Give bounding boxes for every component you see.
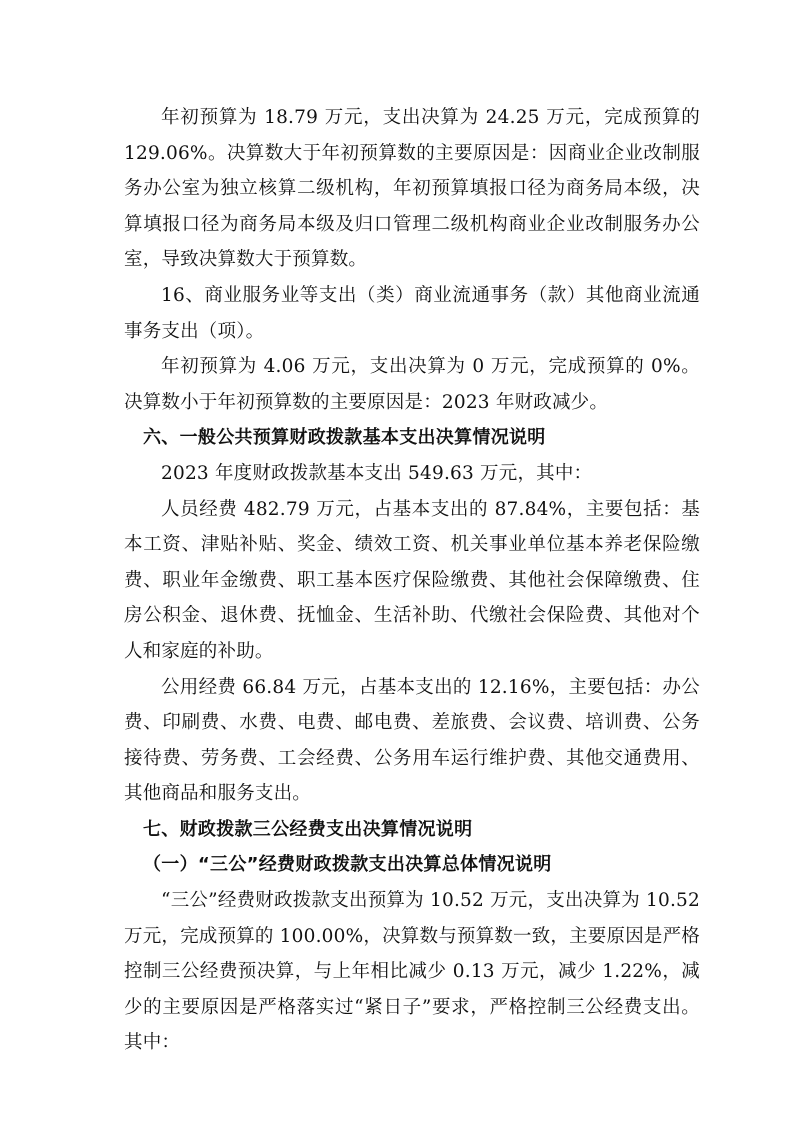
section-heading-basic-expenditure: 六、一般公共预算财政拨款基本支出决算情况说明 (143, 427, 546, 449)
paragraph-item-16: 16、商业服务业等支出（类）商业流通事务（款）其他商业流通事务支出（项）。 (124, 284, 700, 342)
paragraph-public-expenses: 公用经费 66.84 万元，占基本支出的 12.16%，主要包括：办公费、印刷费、水费、电费、邮电费、差旅费、会议费、培训费、公务接待费、劳务费、工会经费、公务用车运行维护费、其他交通费用、其他商品和服务支出。 (124, 676, 700, 805)
document-body (124, 100, 700, 1061)
paragraph-personnel-expenses: 人员经费 482.79 万元，占基本支出的 87.84%，主要包括：基本工资、津贴补贴、奖金、绩效工资、机关事业单位基本养老保险缴费、职业年金缴费、职工基本医疗保险缴费、其他社会保障缴费、住房公积金、退休费、抚恤金、生活补助、代缴社会保险费、其他对个人和家庭的补助。 (124, 498, 700, 662)
paragraph-budget-business-office: 年初预算为 18.79 万元，支出决算为 24.25 万元，完成预算的 129.06%。决算数大于年初预算数的主要原因是：因商业企业改制服务办公室为独立核算二级机构，年初预算填报口径为商务局本级，决算填报口径为商务局本级及归口管理二级机构商业企业改制服务办公室，导致决算数大于预算数。 (124, 107, 700, 271)
paragraph-budget-other-commerce: 年初预算为 4.06 万元，支出决算为 0 万元，完成预算的 0%。决算数小于年初预算数的主要原因是：2023 年财政减少。 (124, 356, 700, 413)
paragraph-three-public-overall: “三公”经费财政拨款支出预算为 10.52 万元，支出决算为 10.52 万元，完成预算的 100.00%，决算数与预算数一致，主要原因是严格控制三公经费预决算，与上年相比减少 0.13 万元，减少 1.22%，减少的主要原因是严格落实过“紧日子”要求，严格控制三公经费支出。其中： (124, 890, 700, 1054)
subsection-heading-overall: （一）“三公”经费财政拨款支出决算总体情况说明 (143, 854, 552, 876)
paragraph-basic-expenditure-total: 2023 年度财政拨款基本支出 549.63 万元，其中： (161, 462, 593, 484)
section-heading-three-public: 七、财政拨款三公经费支出决算情况说明 (143, 818, 473, 840)
